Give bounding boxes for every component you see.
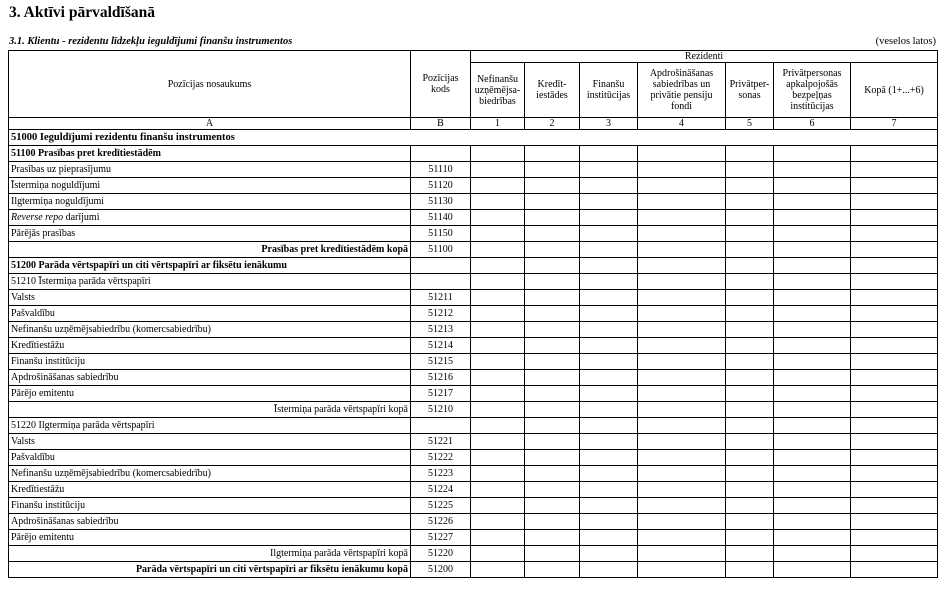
value-cell[interactable]: [851, 258, 938, 274]
table-row: [9, 514, 938, 530]
value-cell[interactable]: [851, 482, 938, 498]
value-cell[interactable]: [774, 162, 851, 178]
letter-cell: 2: [525, 118, 580, 130]
value-cell[interactable]: [638, 450, 726, 466]
value-cell[interactable]: [638, 498, 726, 514]
position-code: 51224: [411, 482, 471, 498]
value-cell[interactable]: [525, 562, 580, 578]
position-name: Pašvaldību: [9, 306, 411, 322]
value-cell[interactable]: [638, 514, 726, 530]
position-name-italic: Reverse repo: [11, 212, 64, 223]
value-cell[interactable]: [851, 418, 938, 434]
value-cell[interactable]: [774, 210, 851, 226]
value-cell[interactable]: [638, 386, 726, 402]
value-cell[interactable]: [638, 338, 726, 354]
value-cell[interactable]: [851, 194, 938, 210]
value-cell[interactable]: [525, 226, 580, 242]
value-cell[interactable]: [851, 434, 938, 450]
value-cell[interactable]: [580, 434, 638, 450]
position-name: Prasības uz pieprasījumu: [9, 162, 411, 178]
value-cell[interactable]: [525, 354, 580, 370]
value-cell[interactable]: [525, 274, 580, 290]
value-cell[interactable]: [525, 434, 580, 450]
value-cell[interactable]: [774, 274, 851, 290]
value-cell[interactable]: [525, 450, 580, 466]
table-row: [9, 482, 938, 498]
value-cell[interactable]: [851, 370, 938, 386]
value-cell[interactable]: [726, 146, 774, 162]
value-cell[interactable]: [726, 514, 774, 530]
value-cell[interactable]: [471, 258, 525, 274]
header-col-1: Nefinanšu uzņēmējsa-biedrības: [471, 63, 525, 118]
value-cell[interactable]: [774, 466, 851, 482]
header-residents-group: Rezidenti: [471, 51, 938, 63]
value-cell[interactable]: [525, 466, 580, 482]
position-name: Apdrošināšanas sabiedrību: [9, 514, 411, 530]
value-cell[interactable]: [726, 306, 774, 322]
value-cell[interactable]: [471, 434, 525, 450]
table-row: [9, 450, 938, 466]
value-cell[interactable]: [471, 514, 525, 530]
value-cell[interactable]: [580, 482, 638, 498]
header-col-5: Privātper-sonas: [726, 63, 774, 118]
value-cell[interactable]: [726, 194, 774, 210]
value-cell[interactable]: [851, 322, 938, 338]
value-cell[interactable]: [774, 178, 851, 194]
value-cell[interactable]: [471, 546, 525, 562]
value-cell[interactable]: [525, 322, 580, 338]
header-position-name: Pozīcijas nosaukums: [9, 51, 411, 118]
value-cell[interactable]: [851, 306, 938, 322]
position-name: Nefinanšu uzņēmējsabiedrību (komercsabiedrību): [9, 466, 411, 482]
value-cell[interactable]: [638, 370, 726, 386]
position-name: Finanšu institūciju: [9, 354, 411, 370]
table-row: [9, 162, 938, 178]
value-cell[interactable]: [580, 466, 638, 482]
value-cell[interactable]: [851, 210, 938, 226]
value-cell[interactable]: [471, 450, 525, 466]
value-cell[interactable]: [471, 402, 525, 418]
position-code: 51200: [411, 562, 471, 578]
letter-cell: 7: [851, 118, 938, 130]
table-row: [9, 546, 938, 562]
position-code: 51216: [411, 370, 471, 386]
value-cell[interactable]: [525, 546, 580, 562]
position-code: 51221: [411, 434, 471, 450]
value-cell[interactable]: [471, 274, 525, 290]
value-cell[interactable]: [851, 530, 938, 546]
value-cell[interactable]: [580, 498, 638, 514]
position-code: 51212: [411, 306, 471, 322]
value-cell[interactable]: [580, 546, 638, 562]
table-row: [9, 370, 938, 386]
value-cell[interactable]: [726, 466, 774, 482]
value-cell[interactable]: [726, 498, 774, 514]
value-cell[interactable]: [726, 322, 774, 338]
value-cell[interactable]: [471, 210, 525, 226]
value-cell[interactable]: [471, 178, 525, 194]
value-cell[interactable]: [580, 226, 638, 242]
value-cell[interactable]: [580, 514, 638, 530]
value-cell[interactable]: [471, 562, 525, 578]
value-cell[interactable]: [774, 562, 851, 578]
position-name-rest: darījumi: [63, 212, 100, 223]
value-cell[interactable]: [726, 482, 774, 498]
value-cell[interactable]: [525, 402, 580, 418]
value-cell[interactable]: [774, 482, 851, 498]
section-title: 51000 Ieguldījumi rezidentu finanšu instrumentos: [9, 130, 938, 146]
value-cell[interactable]: [471, 322, 525, 338]
group-title: 51200 Parāda vērtspapīri un citi vērtspapīri ar fiksētu ienākumu: [9, 258, 411, 274]
page-heading: 3. Aktīvi pārvaldīšanā: [9, 4, 155, 21]
value-cell[interactable]: [726, 530, 774, 546]
value-cell[interactable]: [851, 466, 938, 482]
value-cell[interactable]: [726, 562, 774, 578]
investments-table: [8, 50, 938, 578]
value-cell[interactable]: [638, 258, 726, 274]
value-cell[interactable]: [851, 402, 938, 418]
value-cell[interactable]: [851, 546, 938, 562]
position-name: Nefinanšu uzņēmējsabiedrību (komercsabiedrību): [9, 322, 411, 338]
value-cell[interactable]: [580, 290, 638, 306]
position-name: Kredītiestāžu: [9, 482, 411, 498]
group-row: [9, 258, 938, 274]
value-cell[interactable]: [638, 306, 726, 322]
value-cell[interactable]: [471, 242, 525, 258]
value-cell[interactable]: [774, 354, 851, 370]
position-code: [411, 418, 471, 434]
table-row: [9, 290, 938, 306]
value-cell[interactable]: [580, 194, 638, 210]
value-cell[interactable]: [851, 498, 938, 514]
value-cell[interactable]: [774, 306, 851, 322]
value-cell[interactable]: [851, 146, 938, 162]
header-col-6: Privātpersonas apkalpojošās bezpeļņas institūcijas: [774, 63, 851, 118]
total-label: Prasības pret kredītiestādēm kopā: [9, 242, 411, 258]
letter-cell: A: [9, 118, 411, 130]
value-cell[interactable]: [726, 434, 774, 450]
value-cell[interactable]: [525, 386, 580, 402]
table-row: [9, 306, 938, 322]
position-name: Īstermiņa noguldījumi: [9, 178, 411, 194]
position-name: [9, 210, 411, 226]
value-cell[interactable]: [580, 530, 638, 546]
value-cell[interactable]: [726, 386, 774, 402]
value-cell[interactable]: [471, 354, 525, 370]
value-cell[interactable]: [726, 402, 774, 418]
value-cell[interactable]: [726, 258, 774, 274]
value-cell[interactable]: [525, 242, 580, 258]
position-code: 51213: [411, 322, 471, 338]
value-cell[interactable]: [580, 258, 638, 274]
value-cell[interactable]: [580, 162, 638, 178]
position-name: Pašvaldību: [9, 450, 411, 466]
subgroup-title: 51220 Ilgtermiņa parāda vērtspapīri: [9, 418, 411, 434]
value-cell[interactable]: [525, 178, 580, 194]
value-cell[interactable]: [471, 226, 525, 242]
letter-cell: 1: [471, 118, 525, 130]
table-row: [9, 210, 938, 226]
value-cell[interactable]: [851, 242, 938, 258]
table-row: [9, 338, 938, 354]
value-cell[interactable]: [851, 162, 938, 178]
value-cell[interactable]: [580, 370, 638, 386]
value-cell[interactable]: [638, 418, 726, 434]
value-cell[interactable]: [774, 242, 851, 258]
value-cell[interactable]: [580, 386, 638, 402]
value-cell[interactable]: [726, 162, 774, 178]
value-cell[interactable]: [525, 498, 580, 514]
position-code: 51217: [411, 386, 471, 402]
value-cell[interactable]: [638, 290, 726, 306]
value-cell[interactable]: [580, 338, 638, 354]
value-cell[interactable]: [638, 194, 726, 210]
value-cell[interactable]: [726, 546, 774, 562]
value-cell[interactable]: [638, 402, 726, 418]
position-code: [411, 258, 471, 274]
value-cell[interactable]: [525, 146, 580, 162]
subgroup-title: 51210 Īstermiņa parāda vērtspapīri: [9, 274, 411, 290]
value-cell[interactable]: [471, 482, 525, 498]
table-row: [9, 226, 938, 242]
total-label: Parāda vērtspapīri un citi vērtspapīri ar fiksētu ienākumu kopā: [9, 562, 411, 578]
value-cell[interactable]: [851, 178, 938, 194]
value-cell[interactable]: [580, 402, 638, 418]
value-cell[interactable]: [638, 434, 726, 450]
header-position-code: Pozīcijas kods: [411, 51, 471, 118]
position-name: Pārējo emitentu: [9, 386, 411, 402]
value-cell[interactable]: [638, 530, 726, 546]
value-cell[interactable]: [471, 194, 525, 210]
table-row: [9, 322, 938, 338]
value-cell[interactable]: [726, 274, 774, 290]
value-cell[interactable]: [638, 226, 726, 242]
value-cell[interactable]: [774, 434, 851, 450]
value-cell[interactable]: [774, 498, 851, 514]
value-cell[interactable]: [851, 338, 938, 354]
value-cell[interactable]: [471, 418, 525, 434]
value-cell[interactable]: [471, 162, 525, 178]
group-title: 51100 Prasības pret kredītiestādēm: [9, 146, 411, 162]
value-cell[interactable]: [774, 418, 851, 434]
value-cell[interactable]: [471, 338, 525, 354]
value-cell[interactable]: [580, 450, 638, 466]
value-cell[interactable]: [580, 354, 638, 370]
position-code: 51110: [411, 162, 471, 178]
value-cell[interactable]: [580, 274, 638, 290]
table-row: [9, 498, 938, 514]
position-name: Valsts: [9, 290, 411, 306]
header-col-3: Finanšu institūcijas: [580, 63, 638, 118]
value-cell[interactable]: [774, 530, 851, 546]
position-code: 51140: [411, 210, 471, 226]
table-row: [9, 386, 938, 402]
value-cell[interactable]: [726, 178, 774, 194]
position-name: Kredītiestāžu: [9, 338, 411, 354]
header-col-2: Kredīt-iestādes: [525, 63, 580, 118]
value-cell[interactable]: [580, 210, 638, 226]
value-cell[interactable]: [726, 226, 774, 242]
table-row: [9, 194, 938, 210]
group-row: [9, 274, 938, 290]
value-cell[interactable]: [726, 370, 774, 386]
letter-cell: 6: [774, 118, 851, 130]
value-cell[interactable]: [525, 162, 580, 178]
value-cell[interactable]: [638, 146, 726, 162]
position-code: 51223: [411, 466, 471, 482]
value-cell[interactable]: [525, 530, 580, 546]
table-row: [9, 178, 938, 194]
value-cell[interactable]: [851, 290, 938, 306]
position-code: 51222: [411, 450, 471, 466]
value-cell[interactable]: [638, 466, 726, 482]
total-label: Īstermiņa parāda vērtspapīri kopā: [9, 402, 411, 418]
letter-cell: 5: [726, 118, 774, 130]
position-code: 51150: [411, 226, 471, 242]
value-cell[interactable]: [471, 146, 525, 162]
value-cell[interactable]: [638, 242, 726, 258]
value-cell[interactable]: [638, 354, 726, 370]
total-label: Ilgtermiņa parāda vērtspapīri kopā: [9, 546, 411, 562]
value-cell[interactable]: [525, 338, 580, 354]
position-name: Pārējās prasības: [9, 226, 411, 242]
table-subtitle: 3.1. Klientu - rezidentu līdzekļu ieguldījumi finanšu instrumentos: [9, 36, 293, 47]
value-cell[interactable]: [580, 146, 638, 162]
value-cell[interactable]: [774, 546, 851, 562]
position-code: 51214: [411, 338, 471, 354]
value-cell[interactable]: [851, 226, 938, 242]
table-row: [9, 354, 938, 370]
value-cell[interactable]: [471, 466, 525, 482]
value-cell[interactable]: [638, 178, 726, 194]
value-cell[interactable]: [726, 290, 774, 306]
value-cell[interactable]: [638, 482, 726, 498]
table-row: [9, 562, 938, 578]
group-row: [9, 146, 938, 162]
value-cell[interactable]: [471, 306, 525, 322]
value-cell[interactable]: [471, 370, 525, 386]
value-cell[interactable]: [638, 546, 726, 562]
value-cell[interactable]: [638, 210, 726, 226]
group-row: [9, 418, 938, 434]
position-code: 51226: [411, 514, 471, 530]
position-name: Pārējo emitentu: [9, 530, 411, 546]
value-cell[interactable]: [580, 306, 638, 322]
position-name: Valsts: [9, 434, 411, 450]
value-cell[interactable]: [580, 242, 638, 258]
position-code: 51130: [411, 194, 471, 210]
position-code: 51225: [411, 498, 471, 514]
position-code: 51210: [411, 402, 471, 418]
position-code: [411, 274, 471, 290]
value-cell[interactable]: [774, 402, 851, 418]
value-cell[interactable]: [525, 210, 580, 226]
position-code: 51211: [411, 290, 471, 306]
value-cell[interactable]: [471, 386, 525, 402]
position-code: 51215: [411, 354, 471, 370]
value-cell[interactable]: [638, 322, 726, 338]
value-cell[interactable]: [774, 322, 851, 338]
value-cell[interactable]: [851, 562, 938, 578]
value-cell[interactable]: [774, 450, 851, 466]
value-cell[interactable]: [851, 386, 938, 402]
value-cell[interactable]: [525, 514, 580, 530]
value-cell[interactable]: [580, 322, 638, 338]
value-cell[interactable]: [851, 514, 938, 530]
value-cell[interactable]: [726, 210, 774, 226]
value-cell[interactable]: [851, 274, 938, 290]
value-cell[interactable]: [525, 418, 580, 434]
position-code: 51220: [411, 546, 471, 562]
table-row: [9, 242, 938, 258]
position-name: Finanšu institūciju: [9, 498, 411, 514]
value-cell[interactable]: [774, 370, 851, 386]
value-cell[interactable]: [774, 290, 851, 306]
value-cell[interactable]: [471, 498, 525, 514]
value-cell[interactable]: [774, 338, 851, 354]
letter-row: [9, 118, 938, 130]
header-col-4: Apdrošināšanas sabiedrības un privātie pensiju fondi: [638, 63, 726, 118]
letter-cell: 3: [580, 118, 638, 130]
value-cell[interactable]: [726, 242, 774, 258]
value-cell[interactable]: [774, 258, 851, 274]
value-cell[interactable]: [525, 194, 580, 210]
value-cell[interactable]: [726, 450, 774, 466]
value-cell[interactable]: [774, 194, 851, 210]
position-code: [411, 146, 471, 162]
table-row: [9, 466, 938, 482]
position-code: 51120: [411, 178, 471, 194]
value-cell[interactable]: [726, 338, 774, 354]
value-cell[interactable]: [726, 418, 774, 434]
value-cell[interactable]: [580, 418, 638, 434]
value-cell[interactable]: [471, 530, 525, 546]
value-cell[interactable]: [525, 290, 580, 306]
value-cell[interactable]: [471, 290, 525, 306]
letter-cell: 4: [638, 118, 726, 130]
position-code: 51227: [411, 530, 471, 546]
value-cell[interactable]: [851, 354, 938, 370]
value-cell[interactable]: [638, 562, 726, 578]
value-cell[interactable]: [525, 482, 580, 498]
value-cell[interactable]: [525, 370, 580, 386]
table-row: [9, 402, 938, 418]
position-name: Apdrošināšanas sabiedrību: [9, 370, 411, 386]
position-code: 51100: [411, 242, 471, 258]
value-cell[interactable]: [851, 450, 938, 466]
units-note: (veselos latos): [875, 36, 936, 47]
letter-cell: B: [411, 118, 471, 130]
value-cell[interactable]: [638, 162, 726, 178]
value-cell[interactable]: [525, 258, 580, 274]
value-cell[interactable]: [774, 386, 851, 402]
value-cell[interactable]: [774, 146, 851, 162]
table-row: [9, 434, 938, 450]
position-name: Ilgtermiņa noguldījumi: [9, 194, 411, 210]
header-col-7: Kopā (1+...+6): [851, 63, 938, 118]
value-cell[interactable]: [580, 562, 638, 578]
value-cell[interactable]: [580, 178, 638, 194]
value-cell[interactable]: [525, 306, 580, 322]
value-cell[interactable]: [774, 226, 851, 242]
value-cell[interactable]: [638, 274, 726, 290]
value-cell[interactable]: [726, 354, 774, 370]
table-row: [9, 530, 938, 546]
value-cell[interactable]: [774, 514, 851, 530]
